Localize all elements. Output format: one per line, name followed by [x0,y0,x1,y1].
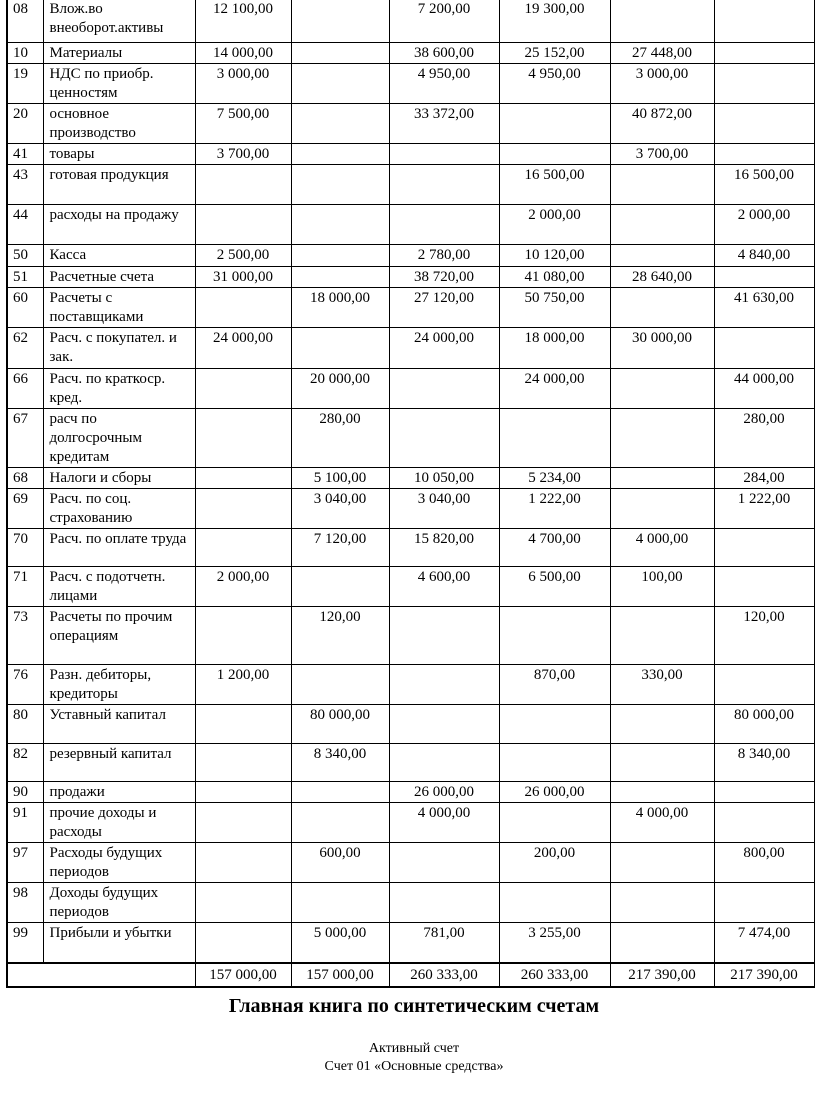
account-code: 60 [7,288,43,328]
amount-cell [389,744,499,782]
amount-cell: 280,00 [714,409,814,468]
amount-cell [389,883,499,923]
amount-cell: 4 950,00 [499,64,610,104]
total-cell: 157 000,00 [195,963,291,987]
amount-cell: 330,00 [610,665,714,705]
table-row [7,369,814,409]
amount-cell: 2 000,00 [714,205,814,245]
amount-cell: 18 000,00 [499,328,610,369]
amount-cell [195,409,291,468]
account-name: Касса [43,245,195,267]
amount-cell [610,489,714,529]
account-name: Расчетные счета [43,267,195,288]
amount-cell [610,923,714,963]
amount-cell: 2 000,00 [195,567,291,607]
table-row [7,744,814,782]
amount-cell: 7 120,00 [291,529,389,567]
amount-cell [714,567,814,607]
amount-cell [714,43,814,64]
table-row [7,705,814,744]
table-row [7,923,814,963]
account-code: 08 [7,0,43,43]
table-row [7,165,814,205]
table-row [7,607,814,665]
amount-cell: 4 000,00 [610,803,714,843]
amount-cell: 50 750,00 [499,288,610,328]
amount-cell [714,665,814,705]
account-name: Расчеты по прочим операциям [43,607,195,665]
account-code: 76 [7,665,43,705]
amount-cell: 2 000,00 [499,205,610,245]
amount-cell [714,267,814,288]
amount-cell [291,245,389,267]
amount-cell [195,369,291,409]
table-row [7,567,814,607]
table-row [7,529,814,567]
amount-cell: 280,00 [291,409,389,468]
amount-cell: 2 500,00 [195,245,291,267]
account-name: Счет 01 «Основные средства» [324,1058,504,1074]
amount-cell [499,803,610,843]
account-name: расходы на продажу [43,205,195,245]
account-code: 19 [7,64,43,104]
account-name: Расч. по оплате труда [43,529,195,567]
amount-cell: 10 050,00 [389,468,499,489]
amount-cell [291,43,389,64]
amount-cell [389,165,499,205]
account-name: товары [43,144,195,165]
amount-cell [714,328,814,369]
amount-cell: 1 222,00 [714,489,814,529]
amount-cell [610,409,714,468]
amount-cell: 5 234,00 [499,468,610,489]
amount-cell: 40 872,00 [610,104,714,144]
amount-cell [291,883,389,923]
account-code: 97 [7,843,43,883]
amount-cell [714,144,814,165]
amount-cell [714,104,814,144]
amount-cell: 7 474,00 [714,923,814,963]
total-cell: 217 390,00 [610,963,714,987]
amount-cell: 16 500,00 [714,165,814,205]
account-code: 99 [7,923,43,963]
total-cell: 260 333,00 [389,963,499,987]
amount-cell: 19 300,00 [499,0,610,43]
amount-cell [195,529,291,567]
table-row [7,144,814,165]
amount-cell: 27 448,00 [610,43,714,64]
amount-cell: 4 700,00 [499,529,610,567]
table-row [7,328,814,369]
amount-cell: 3 700,00 [610,144,714,165]
total-cell: 157 000,00 [291,963,389,987]
amount-cell [291,165,389,205]
amount-cell: 80 000,00 [291,705,389,744]
table-row [7,267,814,288]
amount-cell [195,468,291,489]
amount-cell [195,705,291,744]
amount-cell: 120,00 [291,607,389,665]
amount-cell [195,744,291,782]
amount-cell [291,328,389,369]
amount-cell [610,468,714,489]
amount-cell: 284,00 [714,468,814,489]
amount-cell [610,843,714,883]
table-row [7,409,814,468]
amount-cell: 41 630,00 [714,288,814,328]
amount-cell [291,567,389,607]
account-name: Расч. с подотчетн. лицами [43,567,195,607]
amount-cell: 24 000,00 [195,328,291,369]
account-name: Разн. дебиторы, кредиторы [43,665,195,705]
amount-cell: 25 152,00 [499,43,610,64]
amount-cell: 4 950,00 [389,64,499,104]
account-code: 66 [7,369,43,409]
account-name: прочие доходы и расходы [43,803,195,843]
page-title: Главная книга по синтетическим счетам [228,994,600,1017]
amount-cell: 7 200,00 [389,0,499,43]
amount-cell [714,803,814,843]
amount-cell: 15 820,00 [389,529,499,567]
account-name: НДС по приобр. ценностям [43,64,195,104]
account-code: 98 [7,883,43,923]
amount-cell [610,369,714,409]
account-name: резервный капитал [43,744,195,782]
table-row [7,468,814,489]
account-code: 62 [7,328,43,369]
amount-cell: 80 000,00 [714,705,814,744]
amount-cell: 3 040,00 [291,489,389,529]
amount-cell: 5 000,00 [291,923,389,963]
amount-cell: 24 000,00 [499,369,610,409]
amount-cell [610,205,714,245]
amount-cell: 12 100,00 [195,0,291,43]
amount-cell: 27 120,00 [389,288,499,328]
account-name: Уставный капитал [43,705,195,744]
account-code: 68 [7,468,43,489]
amount-cell [389,409,499,468]
account-name: Расходы будущих периодов [43,843,195,883]
amount-cell: 14 000,00 [195,43,291,64]
amount-cell [291,104,389,144]
account-code: 20 [7,104,43,144]
amount-cell [610,0,714,43]
amount-cell: 870,00 [499,665,610,705]
table-row [7,665,814,705]
amount-cell: 3 040,00 [389,489,499,529]
amount-cell [499,883,610,923]
amount-cell: 120,00 [714,607,814,665]
amount-cell: 7 500,00 [195,104,291,144]
table-row [7,489,814,529]
account-name: Расч. по краткоср. кред. [43,369,195,409]
amount-cell: 24 000,00 [389,328,499,369]
amount-cell: 5 100,00 [291,468,389,489]
account-type: Активный счет [368,1040,460,1056]
amount-cell [195,205,291,245]
account-code: 43 [7,165,43,205]
account-name: основное производство [43,104,195,144]
amount-cell: 26 000,00 [499,782,610,803]
account-code: 51 [7,267,43,288]
amount-cell: 6 500,00 [499,567,610,607]
amount-cell [499,607,610,665]
amount-cell [195,803,291,843]
account-code: 91 [7,803,43,843]
account-code: 50 [7,245,43,267]
amount-cell: 20 000,00 [291,369,389,409]
amount-cell: 18 000,00 [291,288,389,328]
amount-cell [499,104,610,144]
totals-label-cell [7,963,195,987]
amount-cell: 38 600,00 [389,43,499,64]
amount-cell [389,369,499,409]
amount-cell: 16 500,00 [499,165,610,205]
amount-cell [291,803,389,843]
account-name: Расчеты с поставщиками [43,288,195,328]
account-name: продажи [43,782,195,803]
amount-cell [499,744,610,782]
amount-cell [389,607,499,665]
amount-cell: 3 000,00 [610,64,714,104]
amount-cell [195,843,291,883]
amount-cell [389,843,499,883]
amount-cell: 28 640,00 [610,267,714,288]
table-row [7,803,814,843]
table-row [7,205,814,245]
amount-cell [610,245,714,267]
amount-cell: 33 372,00 [389,104,499,144]
amount-cell: 4 840,00 [714,245,814,267]
amount-cell [499,144,610,165]
total-cell: 260 333,00 [499,963,610,987]
account-name: Доходы будущих периодов [43,883,195,923]
amount-cell: 10 120,00 [499,245,610,267]
account-name: расч по долгосрочным кредитам [43,409,195,468]
amount-cell [389,705,499,744]
account-code: 80 [7,705,43,744]
amount-cell: 38 720,00 [389,267,499,288]
account-code: 90 [7,782,43,803]
table-row [7,43,814,64]
amount-cell [291,144,389,165]
amount-cell [714,782,814,803]
amount-cell [610,705,714,744]
table-row [7,64,814,104]
amount-cell [195,923,291,963]
account-code: 41 [7,144,43,165]
account-code: 70 [7,529,43,567]
table-row [7,0,814,43]
amount-cell [291,782,389,803]
amount-cell [499,409,610,468]
amount-cell [610,288,714,328]
amount-cell [195,489,291,529]
amount-cell: 4 600,00 [389,567,499,607]
amount-cell: 44 000,00 [714,369,814,409]
account-code: 71 [7,567,43,607]
amount-cell: 1 200,00 [195,665,291,705]
table-row [7,104,814,144]
amount-cell [714,883,814,923]
account-name: Материалы [43,43,195,64]
table-row [7,288,814,328]
amount-cell [389,665,499,705]
amount-cell [195,782,291,803]
amount-cell: 4 000,00 [610,529,714,567]
amount-cell: 800,00 [714,843,814,883]
amount-cell [195,165,291,205]
amount-cell: 3 255,00 [499,923,610,963]
account-code: 44 [7,205,43,245]
amount-cell: 26 000,00 [389,782,499,803]
amount-cell [291,64,389,104]
amount-cell: 200,00 [499,843,610,883]
amount-cell [195,883,291,923]
account-name: Расч. по соц. страхованию [43,489,195,529]
amount-cell: 8 340,00 [714,744,814,782]
table-row [7,245,814,267]
amount-cell: 31 000,00 [195,267,291,288]
amount-cell [389,144,499,165]
amount-cell [610,607,714,665]
account-code: 10 [7,43,43,64]
amount-cell: 1 222,00 [499,489,610,529]
amount-cell [610,883,714,923]
amount-cell [610,782,714,803]
totals-row [7,963,814,987]
account-name: Расч. с покупател. и зак. [43,328,195,369]
account-code: 69 [7,489,43,529]
amount-cell: 2 780,00 [389,245,499,267]
trial-balance-table [6,0,815,988]
amount-cell: 4 000,00 [389,803,499,843]
amount-cell [291,665,389,705]
amount-cell [610,165,714,205]
account-name: Влож.во внеоборот.активы [43,0,195,43]
table-row [7,883,814,923]
amount-cell [291,0,389,43]
total-cell: 217 390,00 [714,963,814,987]
amount-cell [714,0,814,43]
amount-cell [291,267,389,288]
amount-cell: 3 000,00 [195,64,291,104]
account-name: Налоги и сборы [43,468,195,489]
account-code: 82 [7,744,43,782]
table-row [7,843,814,883]
amount-cell [195,607,291,665]
amount-cell [714,64,814,104]
amount-cell [291,205,389,245]
amount-cell [610,744,714,782]
amount-cell: 8 340,00 [291,744,389,782]
amount-cell: 3 700,00 [195,144,291,165]
account-name: готовая продукция [43,165,195,205]
account-code: 67 [7,409,43,468]
amount-cell: 100,00 [610,567,714,607]
table-row [7,782,814,803]
amount-cell: 41 080,00 [499,267,610,288]
amount-cell: 600,00 [291,843,389,883]
account-code: 73 [7,607,43,665]
amount-cell [389,205,499,245]
amount-cell: 781,00 [389,923,499,963]
amount-cell [714,529,814,567]
amount-cell: 30 000,00 [610,328,714,369]
amount-cell [499,705,610,744]
amount-cell [195,288,291,328]
account-name: Прибыли и убытки [43,923,195,963]
